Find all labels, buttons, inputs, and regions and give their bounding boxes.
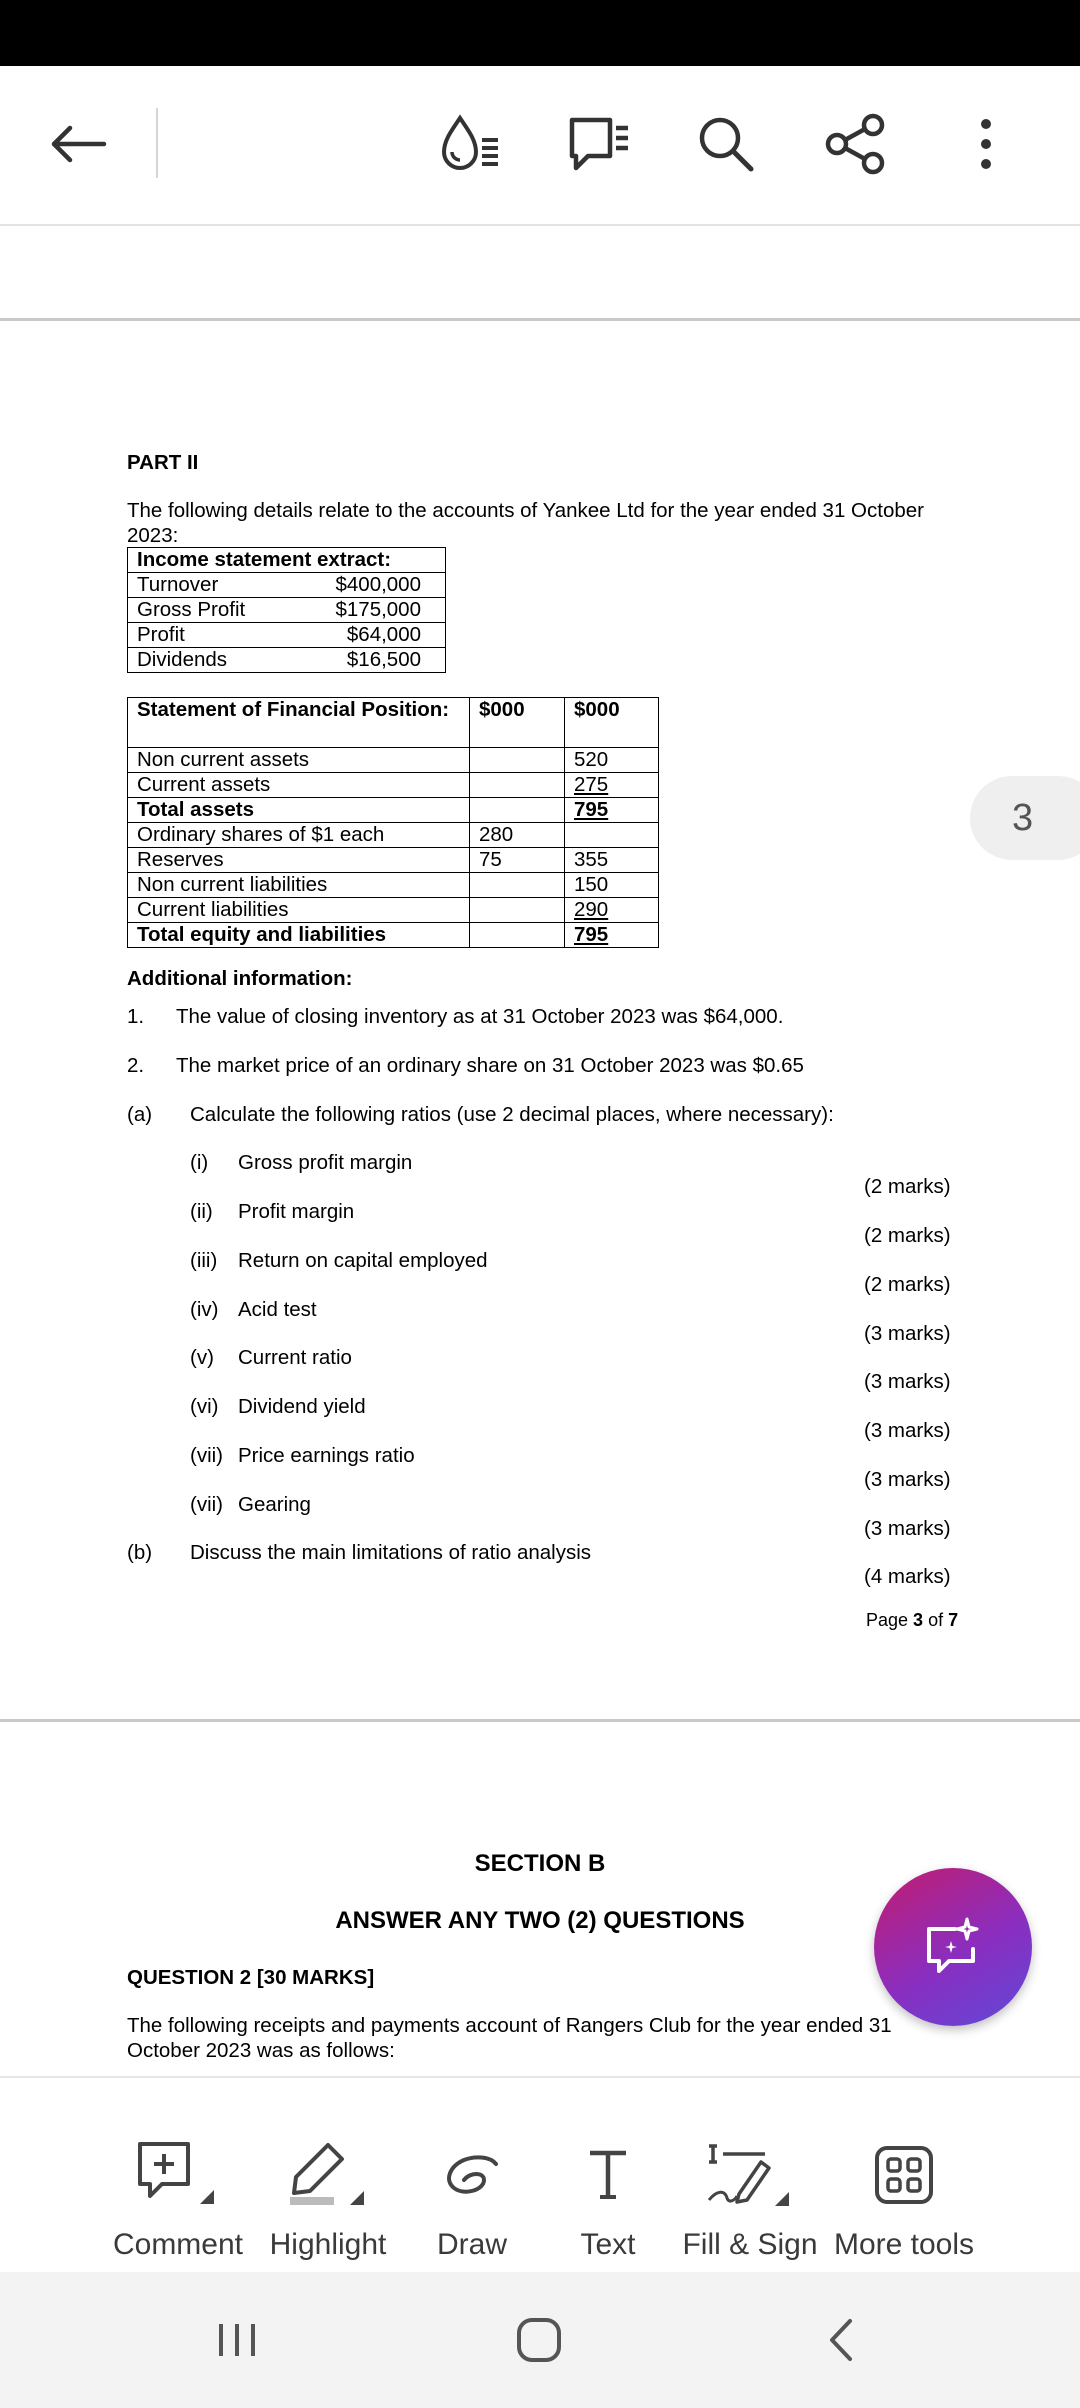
table-header-row: Income statement extract:	[128, 548, 446, 573]
marks-label: (3 marks)	[864, 1370, 951, 1393]
fill-sign-icon	[705, 2140, 795, 2210]
ratio-number: (iv)	[190, 1298, 219, 1321]
recent-apps-icon[interactable]	[192, 2300, 282, 2380]
ratio-text: Price earnings ratio	[238, 1444, 415, 1467]
part-a-label: (a)	[127, 1103, 153, 1126]
table-row: Current assets 275	[128, 773, 659, 798]
toolbar-divider	[156, 108, 158, 178]
page-footer: Page 3 of 7	[866, 1610, 959, 1630]
marks-label: (2 marks)	[864, 1224, 951, 1247]
ratio-text: Profit margin	[238, 1200, 355, 1223]
search-icon[interactable]	[688, 106, 764, 182]
table-row: Reserves 75 355	[128, 848, 659, 873]
page-separator	[0, 318, 1080, 321]
back-arrow-icon[interactable]	[40, 106, 116, 182]
ratio-text: Dividend yield	[238, 1395, 366, 1418]
table-row: Turnover $400,000	[128, 573, 446, 598]
table-row: Total equity and liabilities 795	[128, 923, 659, 948]
info-text: The value of closing inventory as at 31 October 2023 was $64,000.	[176, 1005, 784, 1028]
more-vert-icon[interactable]	[948, 106, 1024, 182]
page-separator	[0, 1719, 1080, 1722]
info-text: The market price of an ordinary share on 31 October 2023 was $0.65	[176, 1054, 804, 1077]
marks-label: (4 marks)	[864, 1565, 951, 1588]
part-b-label: (b)	[127, 1541, 153, 1564]
ratio-number: (vii)	[190, 1493, 224, 1516]
more-tools[interactable]: More tools	[834, 2078, 974, 2274]
ratio-text: Acid test	[238, 1298, 317, 1321]
ai-assistant-button[interactable]	[874, 1868, 1032, 2026]
page-number-badge[interactable]: 3	[970, 776, 1080, 860]
ratio-number: (v)	[190, 1346, 214, 1369]
info-number: 1.	[127, 1005, 145, 1028]
section-title: SECTION B	[474, 1850, 606, 1877]
ai-chat-sparkle-icon	[921, 1915, 985, 1979]
marks-label: (3 marks)	[864, 1468, 951, 1491]
part-b-text: Discuss the main limitations of ratio analysis	[190, 1541, 592, 1564]
table-row: Ordinary shares of $1 each 280	[128, 823, 659, 848]
table-row: Non current liabilities 150	[128, 873, 659, 898]
table-row: Total assets 795	[128, 798, 659, 823]
page-3-content	[127, 450, 957, 475]
back-nav-icon[interactable]	[796, 2300, 886, 2380]
system-nav-bar	[0, 2272, 1080, 2408]
table-row: Non current assets 520	[128, 748, 659, 773]
info-number: 2.	[127, 1054, 145, 1077]
ratio-text: Gearing	[238, 1493, 311, 1516]
marks-label: (3 marks)	[864, 1322, 951, 1345]
highlight-icon	[286, 2139, 370, 2211]
comment-add-icon	[136, 2140, 220, 2210]
part-title: PART II	[127, 451, 199, 474]
table-row: Gross Profit $175,000	[128, 598, 446, 623]
comments-list-icon[interactable]	[560, 106, 636, 182]
ratio-text: Return on capital employed	[238, 1249, 488, 1272]
ratio-number: (vi)	[190, 1395, 219, 1418]
table-row: Profit $64,000	[128, 623, 446, 648]
financial-position-table	[127, 697, 659, 948]
ratio-number: (vii)	[190, 1444, 224, 1467]
table-row: Dividends $16,500	[128, 648, 446, 673]
text-icon	[586, 2149, 630, 2201]
ratio-number: (i)	[190, 1151, 209, 1174]
draw-icon	[440, 2150, 504, 2200]
highlight-tool[interactable]: Highlight	[258, 2078, 398, 2274]
ratio-text: Current ratio	[238, 1346, 352, 1369]
home-icon[interactable]	[494, 2300, 584, 2380]
text-tool[interactable]: Text	[538, 2078, 678, 2274]
more-tools-icon	[874, 2145, 934, 2205]
ratio-text: Gross profit margin	[238, 1151, 413, 1174]
fill-sign-tool[interactable]: Fill & Sign	[680, 2078, 820, 2274]
tools-toolbar	[0, 2076, 1080, 2272]
status-bar	[0, 0, 1080, 66]
comment-tool[interactable]: Comment	[108, 2078, 248, 2274]
additional-info-title: Additional information:	[127, 967, 353, 990]
share-icon[interactable]	[818, 106, 894, 182]
table-row: Current liabilities 290	[128, 898, 659, 923]
marks-label: (3 marks)	[864, 1419, 951, 1442]
ratio-number: (iii)	[190, 1249, 218, 1272]
table-header-row: Statement of Financial Position: $000 $000	[128, 698, 659, 748]
part-a-text: Calculate the following ratios (use 2 decimal places, where necessary):	[190, 1103, 834, 1126]
intro-text: The following details relate to the accounts of Yankee Ltd for the year ended 31 October 2023:	[127, 499, 924, 547]
draw-tool[interactable]: Draw	[402, 2078, 542, 2274]
income-statement-table	[127, 547, 446, 673]
text-size-icon[interactable]	[432, 106, 508, 182]
ratio-number: (ii)	[190, 1200, 213, 1223]
question-body: The following receipts and payments account of Rangers Club for the year ended 31 October 2023 was as follows:	[127, 2014, 892, 2062]
marks-label: (2 marks)	[864, 1175, 951, 1198]
marks-label: (3 marks)	[864, 1517, 951, 1540]
marks-label: (2 marks)	[864, 1273, 951, 1296]
question-title: QUESTION 2 [30 MARKS]	[127, 1966, 375, 1989]
top-app-bar	[0, 66, 1080, 226]
section-instruction: ANSWER ANY TWO (2) QUESTIONS	[335, 1907, 745, 1934]
